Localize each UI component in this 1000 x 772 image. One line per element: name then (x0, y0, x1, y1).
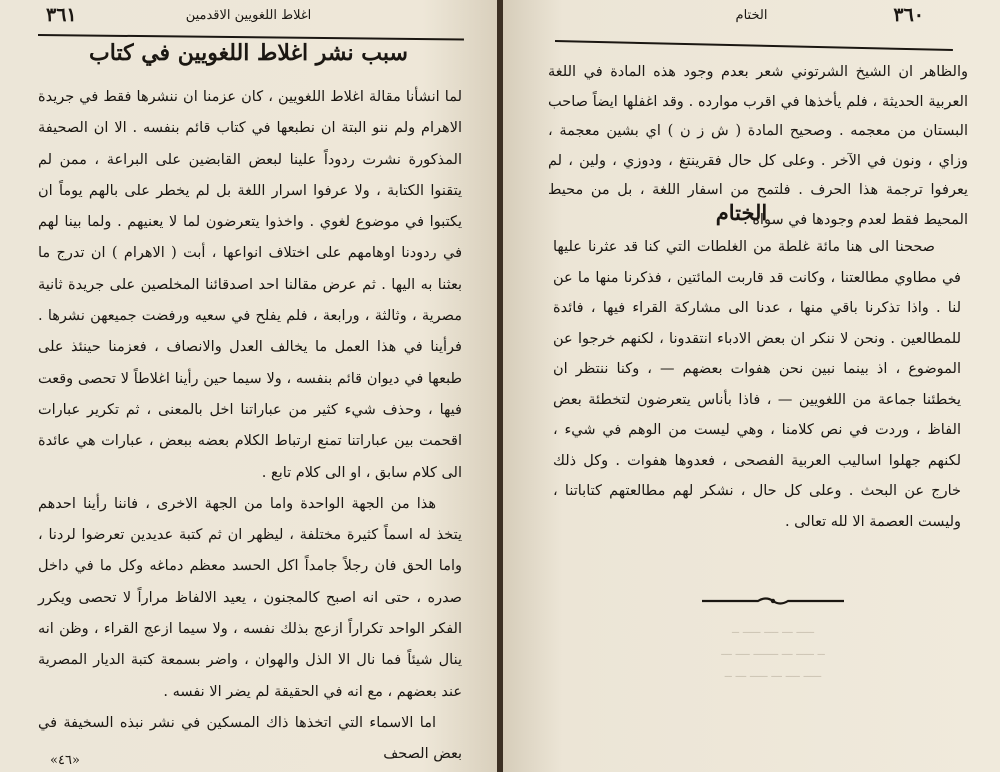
left-running-head (36, 6, 461, 30)
bleed-line: ـــــ ـــ ــــ ـــــ ــ (731, 622, 815, 636)
bleed-line: ــ ـــــ ـــ ـــــــ ــــ ـــ (721, 644, 825, 658)
paragraph-1: لما انشأنا مقالة اغلاط اللغويين ، كان عزمنا ان ننشرها فقط في جريدة الاهرام ولم ننو البتة ان نطبعها في كتاب قائم بنفسه . الا ان الصحيفة المذكورة نشرت ردوداً علينا لبعض القابضين على البراعة ، ممن لم يتقنوا الكتابة ، ولا عرفوا اسرار اللغة بل لم يخطر على بالهم يوماً ان يكتبوا في موضوع لغوي . واخذوا يتعرضون لما لا يعنيهم . ولما بينا لهم في ردودنا اوهامهم على اختلاف انواعها ، أبت ( الاهرام ) ان تدرج ما بعثنا به اليها . ثم عرض مقالنا احد اصدقائنا المخلصين على جريدة ثانية مصرية ، وثالثة ، ورابعة ، فلم يفلح في سعيه ورفضت جميعهن نشرها . فرأينا في هذا العمل ما يخالف العدل والانصاف ، فعزمنا حينئذ على طبعها في ديوان قائم بنفسه ، ولا سيما حين رأينا اغلاطاً لا تحصى وقعت فيها ، وحذف شيء كثير من عباراتنا اخل بالمعنى ، ثم تكرير عبارات اقحمت بين عباراتنا تمنع ارتباط الكلام بعضه ببعض ، عبارات هي عائدة الى كلام سابق ، او الى كلام تابع . (38, 89, 462, 481)
paragraph-2: هذا من الجهة الواحدة واما من الجهة الاخرى ، فاننا رأينا احدهم يتخذ له اسماً كثيرة مختلفة ، ليظهر ان ثم كتبة عديدين تعرضوا لردنا ، واما الحق فان رجلاً جامداً اكل الحسد معظم دماغه وكل ما في داخل صدره ، حتى انه اصبح كالمجنون ، يعيد الالفاظ مراراً لا تحصى ويكرر الفكر الواحد تكراراً ازعج بذلك نفسه ، ولا سيما ازعج القراء ، وظن انه ينال شيئاً فما نال الا الذل والهوان ، واضر بسمعة كتبة الديار المصرية عند بعضهم ، مع انه في الحقيقة لم يضر الا نفسه . (38, 495, 462, 700)
chapter-title: سبب نشر اغلاط اللغويين في كتاب (89, 40, 408, 66)
section-heading: الختام (715, 200, 768, 225)
right-running-head (539, 6, 964, 30)
left-body-text (38, 82, 462, 771)
right-running-title: الختام (735, 8, 768, 23)
right-page (503, 0, 1000, 772)
right-body-text (553, 232, 961, 537)
left-page (0, 0, 497, 772)
intro-paragraph: والظاهر ان الشيخ الشرتوني شعر بعدم وجود هذه المادة في اللغة العربية الحديثة ، فلم يأخذها في اقرب موارده . وقد اغفلها ايضاً صاحب البستان من معجمه . وصحيح المادة ( ش ز ن ) اي بشين معجمة ، وزاي ، ونون في الآخر . وعلى كل حال فقرينتغ ، ودوزي ، ولين ، لم يعرفوا ترجمة هذا الحرف . فلتمح من اسفار اللغة ، بل من محيط المحيط فقط لعدم وجودها في سواه . (548, 64, 968, 228)
bleed-line: ـــــ ــــ ـــ ـــــ ـــ ــ (724, 666, 822, 680)
bleed-through-text (593, 618, 953, 684)
right-header-rule (555, 40, 953, 51)
paragraph-3: اما الاسماء التي اتخذها ذاك المسكين في نشر نبذه السخيفة في بعض الصحف (38, 714, 462, 763)
left-page-number: ٣٦١ (46, 4, 77, 26)
right-page-number: ٣٦٠ (893, 4, 924, 26)
folio-mark: «٤٦» (50, 753, 80, 768)
left-running-title: اغلاط اللغويين الاقدمين (185, 8, 312, 23)
closing-paragraph: صححنا الى هنا مائة غلطة من الغلطات التي كنا قد عثرنا عليها في مطاوي مطالعتنا ، وكانت قد قاربت المائتين ، فذكرنا منها ما عن لنا . واذا تذكرنا باقي منها ، عدنا الى مشاركة القراء فيها ، فائدة للمطالعين . ونحن لا ننكر ان بعض الادباء انتقدونا ، لكنهم خرجوا عن الموضوع ، اذ بينما نبين نحن هفوات بعضهم — ، وكنا ننتظر ان يخطئنا جماعة من اللغويين — ، فاذا بأناس يتعرضون لتخطئة بعض الفاظ ، وردت في نص كلامنا ، وهي ليست من الوهم في شيء ، لكنهم جهلوا اساليب العربية الفصحى ، فعدوها هفوات . وكل ذلك خارج عن البحث . وعلى كل حال ، نشكر لهم مطالعتهم كتاباتنا ، وليست العصمة الا لله تعالى . (553, 239, 961, 530)
ornamental-rule (698, 594, 848, 608)
